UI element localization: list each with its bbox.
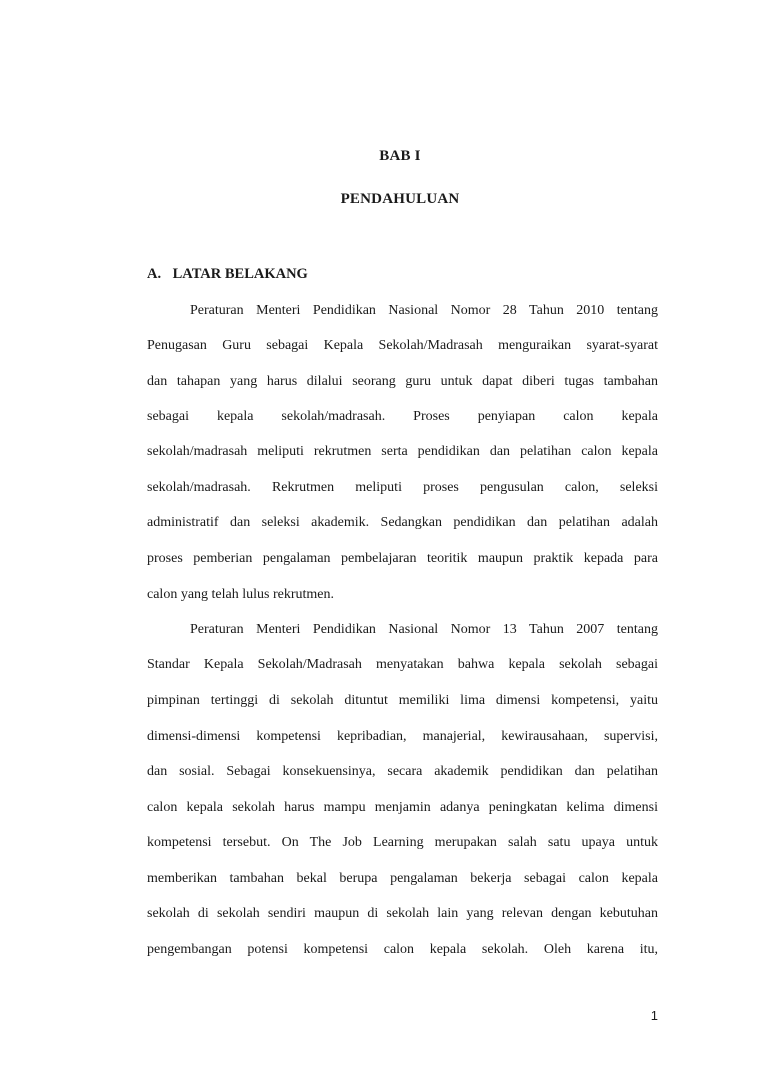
chapter-number: BAB I	[379, 148, 421, 164]
text-line: dimensi-dimensi kompetensi kepribadian, manajerial, kewirausahaan, supervisi,	[147, 729, 658, 744]
text-line: administratif dan seleksi akademik. Sedangkan pendidikan dan pelatihan adalah	[147, 515, 658, 530]
text-line: memberikan tambahan bekal berupa pengalaman bekerja sebagai calon kepala	[147, 871, 658, 886]
text-line: sekolah/madrasah. Rekrutmen meliputi proses pengusulan calon, seleksi	[147, 480, 658, 495]
chapter-title: PENDAHULUAN	[340, 191, 460, 207]
text-line: Peraturan Menteri Pendidikan Nasional Nomor 28 Tahun 2010 tentang	[190, 303, 658, 318]
text-line: Peraturan Menteri Pendidikan Nasional Nomor 13 Tahun 2007 tentang	[190, 622, 658, 637]
page-number: 1	[650, 1008, 658, 1023]
text-line: dan tahapan yang harus dilalui seorang guru untuk dapat diberi tugas tambahan	[147, 374, 658, 389]
section-title: LATAR BELAKANG	[172, 266, 308, 282]
text-line: calon kepala sekolah harus mampu menjamin adanya peningkatan kelima dimensi	[147, 800, 658, 815]
text-line: dan sosial. Sebagai konsekuensinya, secara akademik pendidikan dan pelatihan	[147, 764, 658, 779]
text-line: proses pemberian pengalaman pembelajaran teoritik maupun praktik kepada para	[147, 551, 658, 566]
text-line: Penugasan Guru sebagai Kepala Sekolah/Madrasah menguraikan syarat-syarat	[147, 338, 658, 353]
text-line: pengembangan potensi kompetensi calon kepala sekolah. Oleh karena itu,	[147, 942, 658, 957]
text-line: sekolah di sekolah sendiri maupun di sekolah lain yang relevan dengan kebutuhan	[147, 906, 658, 921]
section-label: A.	[147, 266, 162, 282]
section-heading	[147, 266, 308, 283]
text-line: pimpinan tertinggi di sekolah dituntut memiliki lima dimensi kompetensi, yaitu	[147, 693, 658, 708]
text-line: sekolah/madrasah meliputi rekrutmen serta pendidikan dan pelatihan calon kepala	[147, 444, 658, 459]
text-line: Standar Kepala Sekolah/Madrasah menyatakan bahwa kepala sekolah sebagai	[147, 657, 658, 672]
text-line: calon yang telah lulus rekrutmen.	[147, 587, 334, 602]
text-line: kompetensi tersebut. On The Job Learning merupakan salah satu upaya untuk	[147, 835, 658, 850]
text-line: sebagai kepala sekolah/madrasah. Proses penyiapan calon kepala	[147, 409, 658, 424]
